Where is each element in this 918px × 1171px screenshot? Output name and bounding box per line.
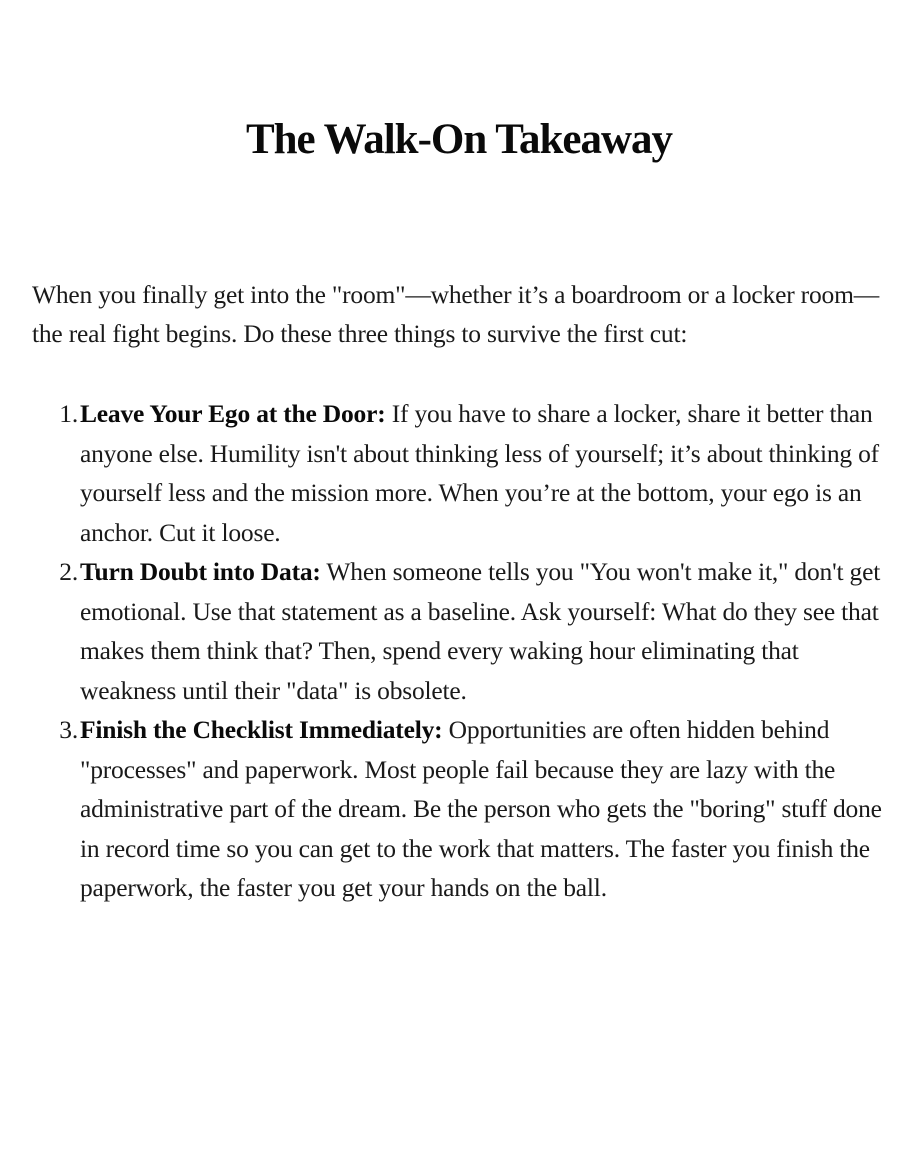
list-item [0, 552, 918, 710]
takeaway-list [0, 394, 918, 908]
intro-paragraph: When you finally get into the "room"—whether it’s a boardroom or a locker room—the real fight begins. Do these three things to survive the first cut: [32, 280, 880, 348]
list-item-number: 2. [59, 557, 78, 586]
page-title: The Walk-On Takeaway [245, 116, 673, 163]
list-item-heading: Turn Doubt into Data: [80, 557, 321, 586]
list-item [0, 394, 918, 552]
list-item-number: 3. [59, 715, 78, 744]
list-item-heading: Leave Your Ego at the Door: [80, 399, 386, 428]
list-item-number: 1. [59, 399, 78, 428]
list-item-body: Opportunities are often hidden behind "processes" and paperwork. Most people fail because they are lazy with the administrative part of the dream. Be the person who gets the "boring" stuff done in record time so you can get to the work that matters. The faster you finish the paperwork, the faster you get your hands on the ball. [80, 715, 882, 902]
list-item [0, 710, 918, 908]
list-item-body: When someone tells you "You won't make it," don't get emotional. Use that statement as a baseline. Ask yourself: What do they see that makes them think that? Then, spend every waking hour eliminating that weakness until their "data" is obsolete. [80, 557, 881, 705]
list-item-body: If you have to share a locker, share it better than anyone else. Humility isn't about thinking less of yourself; it’s about thinking of yourself less and the mission more. When you’re at the bottom, your ego is an anchor. Cut it loose. [80, 399, 879, 547]
list-item-heading: Finish the Checklist Immediately: [80, 715, 443, 744]
